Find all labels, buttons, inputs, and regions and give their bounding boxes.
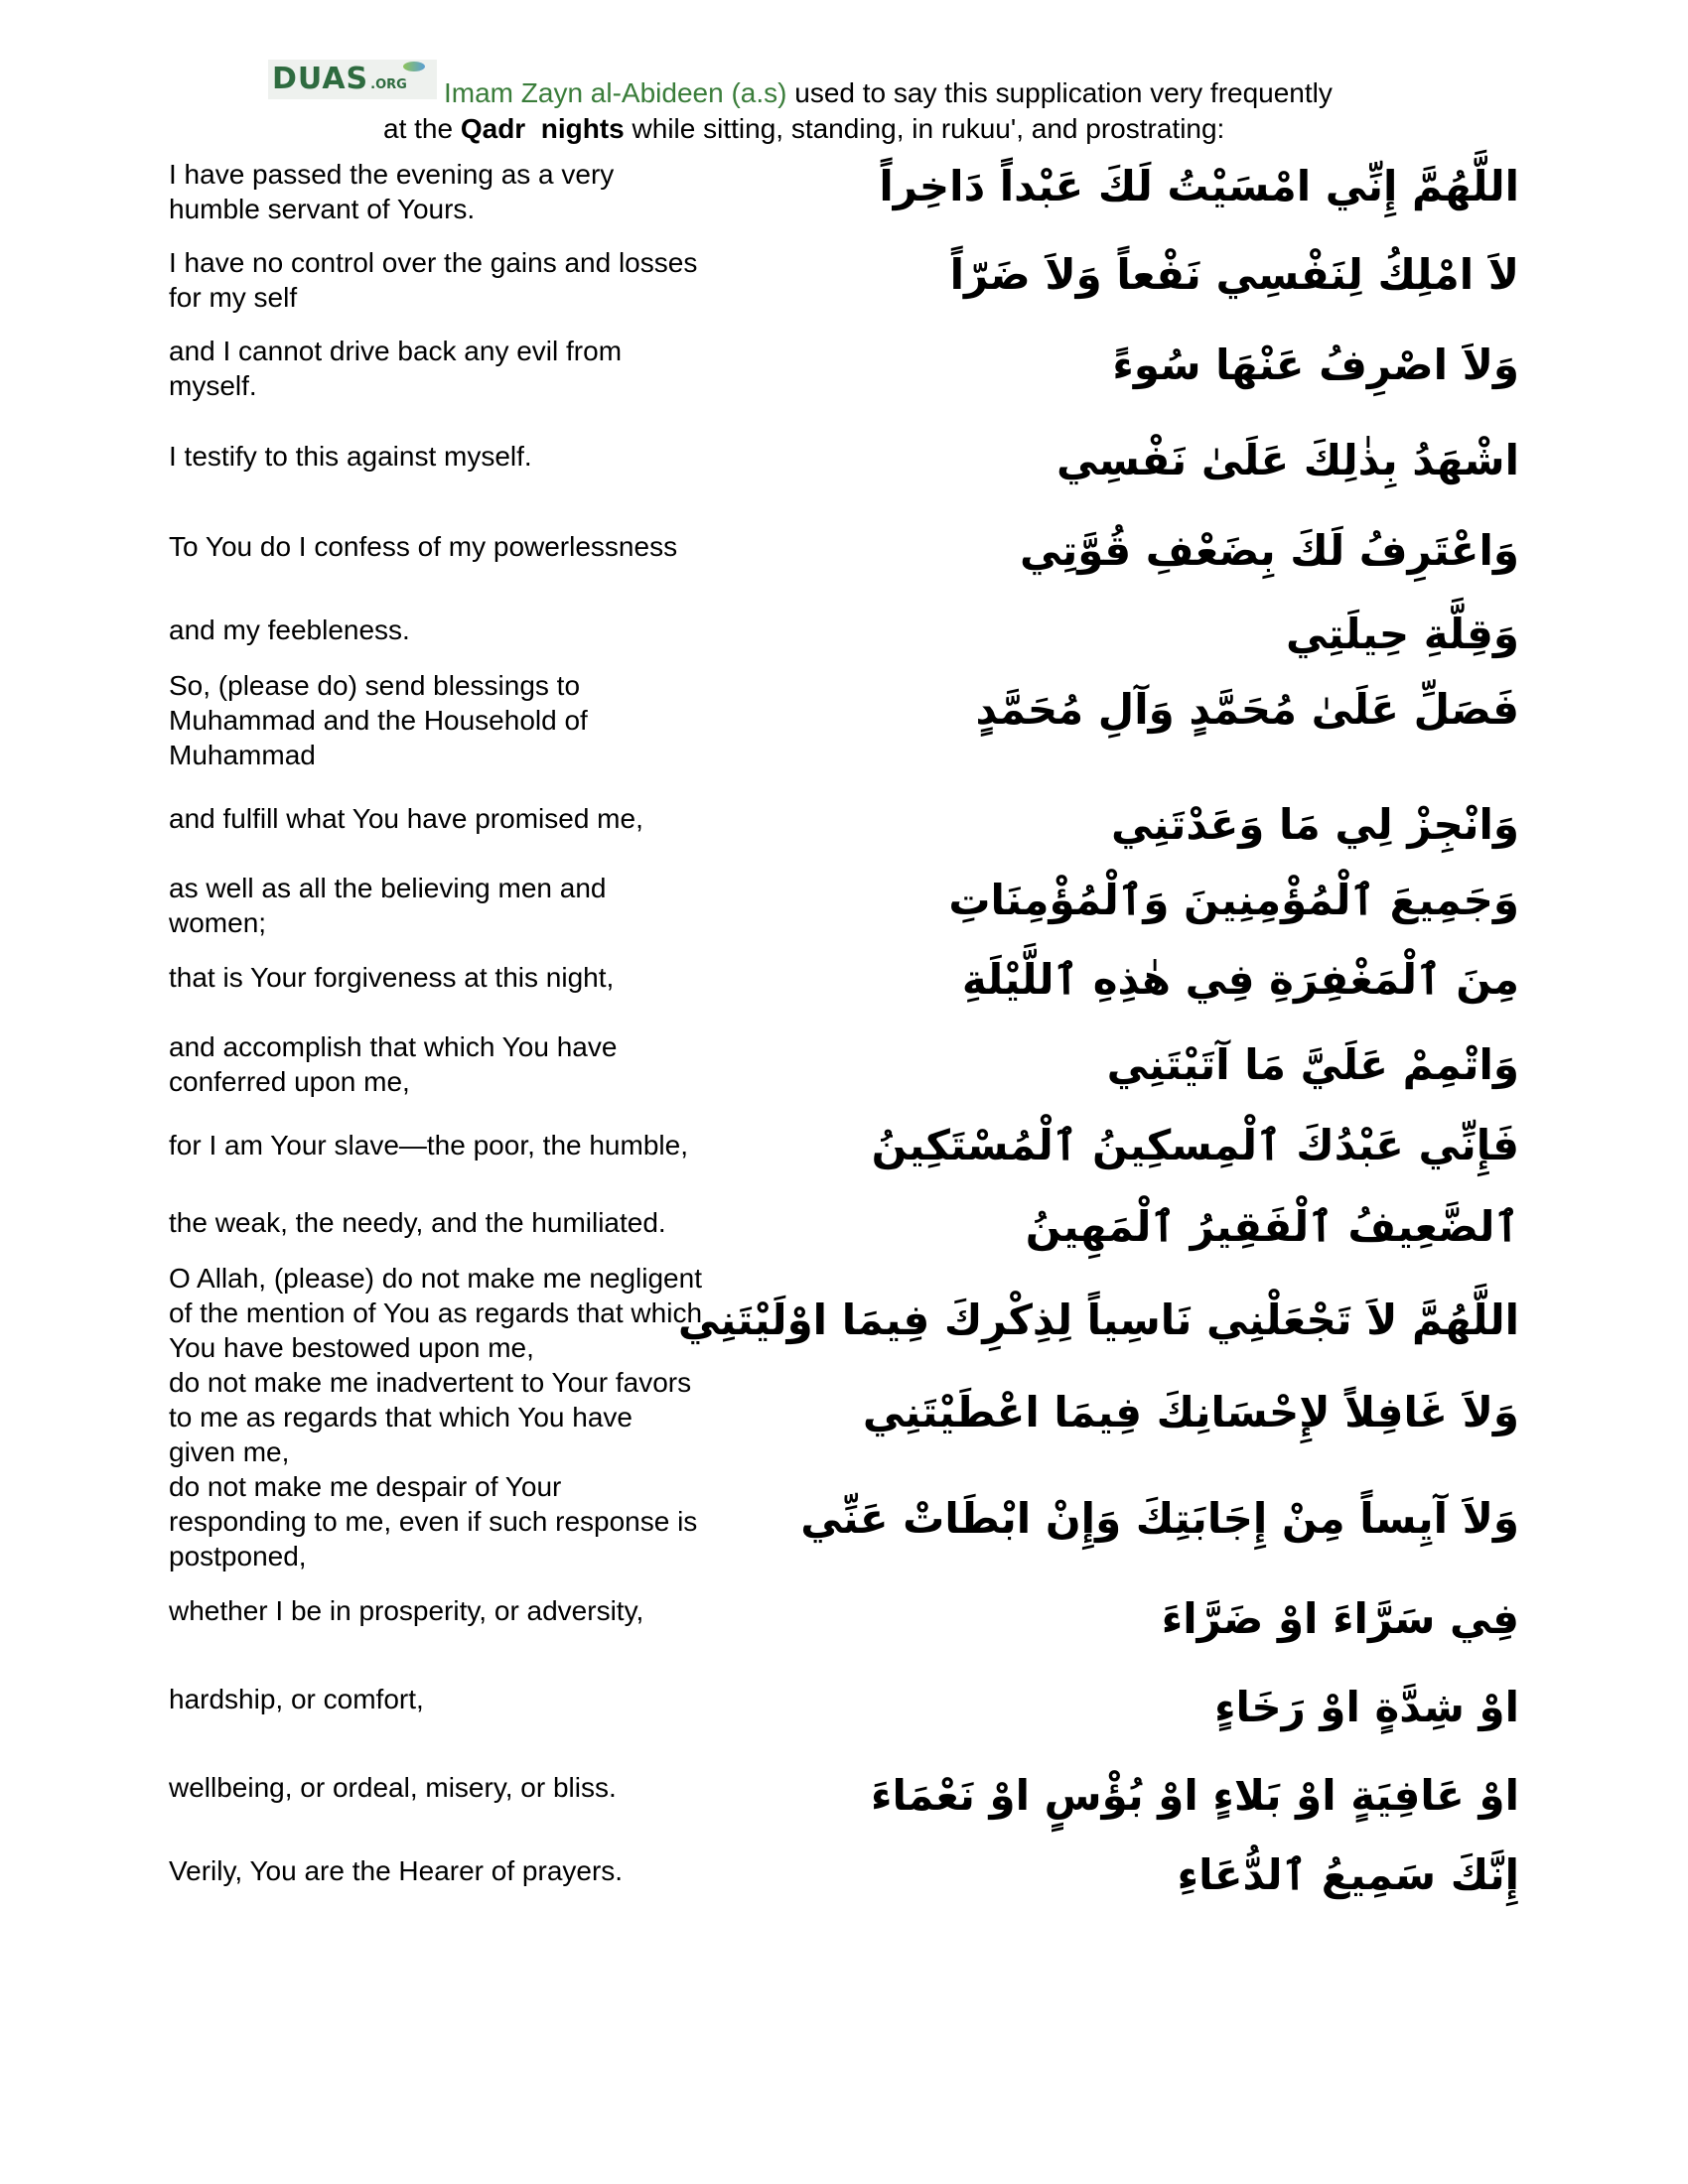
arabic-text: اللَّهُمَّ لاَ تَجْعَلْنِي نَاسِياً لِذِكْرِكَ فِيمَا اوْلَيْتَنِي <box>677 1296 1519 1344</box>
intro-line-1 <box>444 77 1333 109</box>
arabic-text: اوْ عَافِيَةٍ اوْ بَلاءٍ اوْ بُؤْسٍ اوْ نَعْمَاءَ <box>870 1771 1519 1820</box>
english-translation: whether I be in prosperity, or adversity, <box>169 1595 644 1626</box>
english-translation: hardship, or comfort, <box>169 1684 424 1714</box>
english-translation: I have no control over the gains and losses for my self <box>169 247 698 313</box>
english-translation: I have passed the evening as a very humble servant of Yours. <box>169 159 615 224</box>
intro-line-2 <box>383 113 1224 145</box>
duas-org-logo[interactable] <box>268 60 437 99</box>
swoosh-icon <box>403 62 425 71</box>
arabic-text: اشْهَدُ بِذٰلِكَ عَلَىٰ نَفْسِي <box>1055 436 1519 484</box>
english-translation: Verily, You are the Hearer of prayers. <box>169 1855 624 1886</box>
arabic-text: وَجَمِيعَ ٱلْمُؤْمِنِينَ وَٱلْمُؤْمِنَاتِ <box>948 876 1519 924</box>
english-translation: do not make me inadvertent to Your favors to me as regards that which You have given me, <box>169 1367 692 1467</box>
logo-suffix: .ORG <box>370 76 407 92</box>
english-translation: that is Your forgiveness at this night, <box>169 962 615 993</box>
english-translation: To You do I confess of my powerlessness <box>169 531 678 562</box>
intro-bold-nights: nights <box>540 113 625 144</box>
arabic-text: وَاتْمِمْ عَلَيَّ مَا آتَيْتَنِي <box>1106 1040 1519 1089</box>
arabic-text: وَلاَ آيِساً مِنْ إِجَابَتِكَ وَإِنْ ابْطَاتْ عَنِّي <box>800 1494 1519 1543</box>
english-translation: the weak, the needy, and the humiliated. <box>169 1207 666 1238</box>
english-translation: and my feebleness. <box>169 614 410 645</box>
english-translation: and I cannot drive back any evil from myself. <box>169 336 623 401</box>
arabic-text: وَلاَ غَافِلاً لإِحْسَانِكَ فِيمَا اعْطَيْتَنِي <box>862 1388 1519 1436</box>
english-translation: I testify to this against myself. <box>169 441 532 472</box>
english-translation: So, (please do) send blessings to Muhammad and the Household of Muhammad <box>169 670 588 770</box>
arabic-text: مِنَ ٱلْمَغْفِرَةِ فِي هٰذِهِ ٱللَّيْلَةِ <box>961 955 1519 1004</box>
english-translation: as well as all the believing men and women; <box>169 873 607 938</box>
imam-name: Imam Zayn al-Abideen (a.s) <box>444 77 787 108</box>
intro-gap <box>525 113 541 144</box>
arabic-text: وَاعْتَرِفُ لَكَ بِضَعْفِ قُوَّتِي <box>1020 526 1519 575</box>
arabic-text: ٱلضَّعِيفُ ٱلْفَقِيرُ ٱلْمَهِينُ <box>1025 1202 1519 1251</box>
english-translation: wellbeing, or ordeal, misery, or bliss. <box>169 1772 617 1803</box>
arabic-text: لاَ امْلِكُ لِنَفْسِي نَفْعاً وَلاَ ضَرّاً <box>949 250 1519 299</box>
english-translation: do not make me despair of Your responding to me, even if such response is postponed, <box>169 1471 698 1571</box>
intro-line-2-prefix: at the <box>383 113 461 144</box>
arabic-text: فَإِنِّي عَبْدُكَ ٱلْمِسكِينُ ٱلْمُسْتَكِينُ <box>871 1121 1519 1169</box>
logo-wordmark: DUAS <box>272 62 369 96</box>
arabic-text: فَصَلِّ عَلَىٰ مُحَمَّدٍ وَآلِ مُحَمَّدٍ <box>975 685 1519 734</box>
english-translation: and fulfill what You have promised me, <box>169 803 643 834</box>
intro-bold-qadr: Qadr <box>460 113 526 144</box>
intro-line-2-text: while sitting, standing, in rukuu', and prostrating: <box>624 113 1225 144</box>
arabic-text: اوْ شِدَّةٍ اوْ رَخَاءٍ <box>1214 1683 1519 1731</box>
arabic-text: وَلاَ اصْرِفُ عَنْهَا سُوءً <box>1112 341 1519 389</box>
english-translation: and accomplish that which You have conferred upon me, <box>169 1031 618 1097</box>
intro-line-1-text: used to say this supplication very frequently <box>786 77 1333 108</box>
arabic-text: إِنَّكَ سَمِيعُ ٱلدُّعَاءِ <box>1177 1850 1519 1899</box>
arabic-text: اللَّهُمَّ إِنِّي امْسَيْتُ لَكَ عَبْداً دَاخِراً <box>879 162 1519 210</box>
english-translation: for I am Your slave—the poor, the humble, <box>169 1130 688 1160</box>
arabic-text: فِي سَرَّاءَ اوْ ضَرَّاءَ <box>1161 1594 1519 1643</box>
arabic-text: وَانْجِزْ لِي مَا وَعَدْتَنِي <box>1110 800 1519 849</box>
english-translation: O Allah, (please) do not make me negligent of the mention of You as regards that which You have bestowed upon me, <box>169 1263 703 1363</box>
arabic-text: وَقِلَّةِ حِيلَتِي <box>1285 610 1519 658</box>
